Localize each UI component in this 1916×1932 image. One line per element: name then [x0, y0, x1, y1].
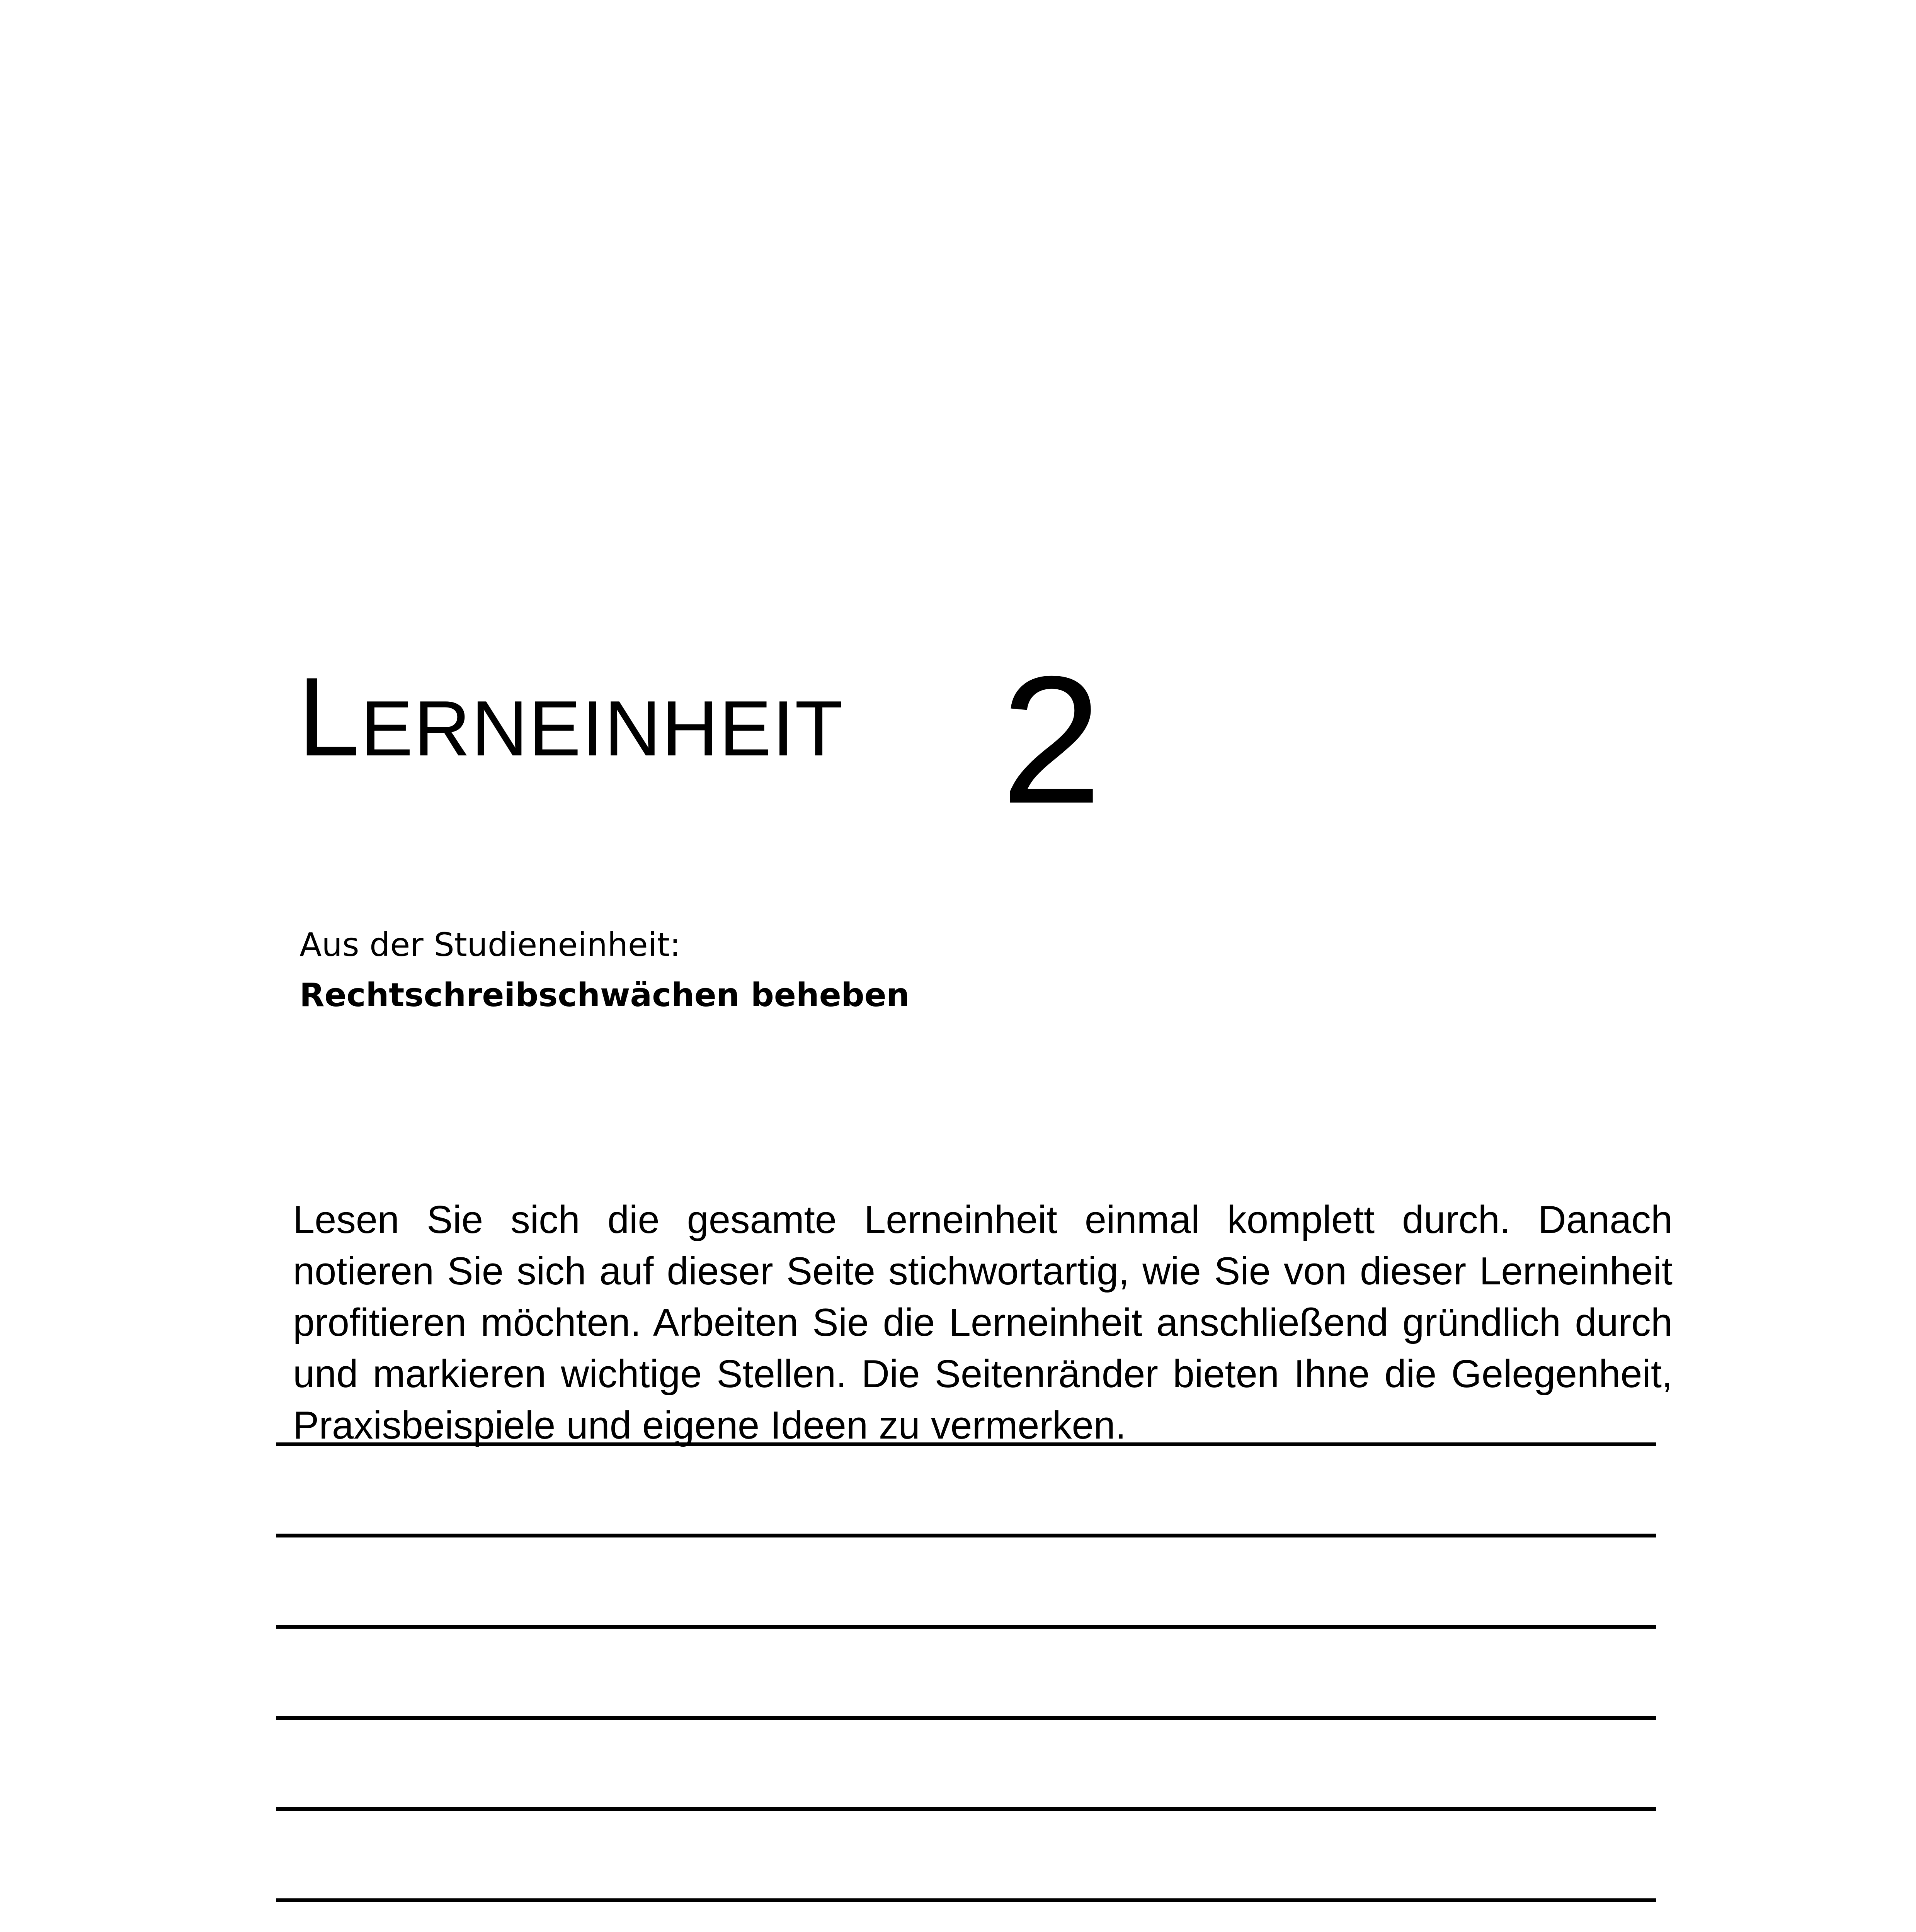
unit-heading [298, 638, 1102, 841]
note-line [276, 1716, 1656, 1720]
note-line [276, 1625, 1656, 1629]
study-unit-block [299, 920, 910, 1020]
instructions-paragraph: Lesen Sie sich die gesamte Lerneinheit einmal komplett durch. Danach notieren Sie sich auf dieser Seite stichwortartig, wie Sie von dieser Lerneinheit profitieren möchten. Arbeiten Sie die Lerneinheit anschließend gründlich durch und markieren wichtige Stellen. Die Seitenränder bieten Ihne die Gelegenheit, Praxisbeispiele und eigene Ideen zu vermerken. [293, 1198, 1673, 1447]
study-unit-title: Rechtschreibschwächen beheben [299, 976, 910, 1014]
unit-heading-word: Lerneinheit [298, 654, 844, 779]
note-line [276, 1442, 1656, 1446]
note-line [276, 1534, 1656, 1537]
unit-heading-number: 2 [1001, 638, 1102, 841]
note-line [276, 1807, 1656, 1811]
note-lines [276, 1442, 1656, 1932]
study-unit-label: Aus der Studieneinheit: [299, 926, 681, 964]
note-line [276, 1898, 1656, 1902]
